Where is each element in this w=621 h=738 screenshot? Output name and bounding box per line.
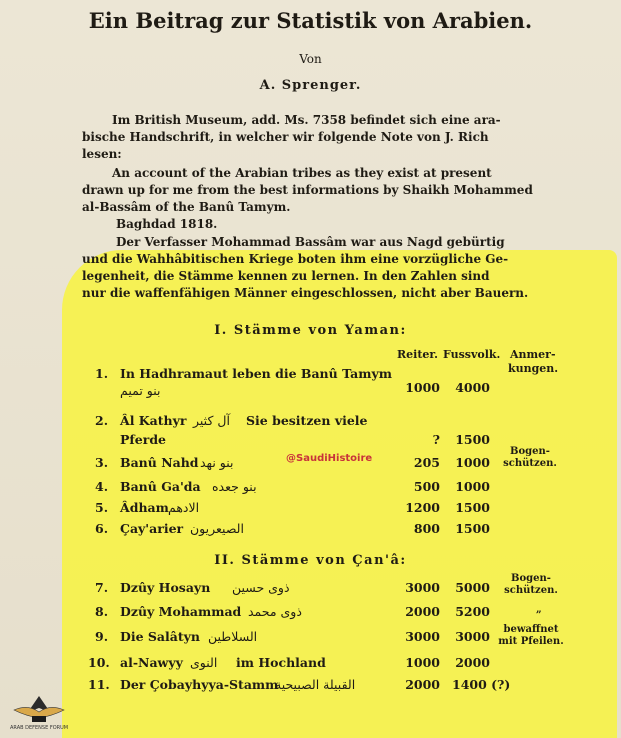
row-number: 5. <box>95 500 109 515</box>
byline: Von <box>299 52 322 66</box>
section-heading-yaman: I. Stämme von Yaman: <box>214 323 407 338</box>
fussvolk-value: 3000 <box>455 629 490 644</box>
tribe-arabic: بنو جعده <box>212 479 257 494</box>
reiter-value: 1200 <box>405 500 440 515</box>
author-name: A. Sprenger. <box>259 78 362 93</box>
col-fussvolk: Fussvolk. <box>443 348 501 361</box>
reiter-value: 800 <box>413 521 440 536</box>
reiter-value: 3000 <box>405 580 440 595</box>
tribe-name: Banû Nahd <box>120 455 199 470</box>
row-number: 3. <box>95 455 109 470</box>
row-remark: Bogen- schützen. <box>503 446 557 469</box>
col-anmerkungen: Anmer- <box>510 348 556 361</box>
tribe-name: al-Nawyy <box>120 655 183 670</box>
reiter-value: 1000 <box>405 655 440 670</box>
col-reiter: Reiter. <box>397 348 439 361</box>
reiter-value: 3000 <box>405 629 440 644</box>
tribe-name: Die Salâtyn <box>120 629 200 644</box>
intro-line-2: bische Handschrift, in welcher wir folgende Note von J. Rich <box>82 130 489 144</box>
body-line-2: und die Wahhâbitischen Kriege boten ihm eine vorzügliche Ge- <box>82 252 509 266</box>
tribe-name: Çay'arier <box>120 521 184 536</box>
row-number: 7. <box>95 580 109 595</box>
tribe-arabic: السلاطين <box>208 629 258 644</box>
document-title: Ein Beitrag zur Statistik von Arabien. <box>88 8 533 33</box>
row-number: 4. <box>95 479 109 494</box>
tribe-arabic: الصيعريون <box>190 521 244 536</box>
row-number: 1. <box>95 366 109 381</box>
row-number: 6. <box>95 521 109 536</box>
row-remark: Bogen- schützen. <box>504 573 558 596</box>
row-number: 9. <box>95 629 109 644</box>
watermark-handle: @SaudiHistoire <box>286 453 373 464</box>
intro-line-1: Im British Museum, add. Ms. 7358 befindet sich eine ara- <box>112 113 501 127</box>
row-remark: bewaffnet mit Pfeilen. <box>498 624 564 647</box>
intro-line-3: lesen: <box>82 147 122 161</box>
section-heading-cana: II. Stämme von Çan'â: <box>214 553 407 568</box>
fussvolk-value: 1500 <box>455 432 490 447</box>
reiter-value: 500 <box>413 479 440 494</box>
fussvolk-value: 2000 <box>455 655 490 670</box>
body-line-3: legenheit, die Stämme kennen zu lernen. In den Zahlen sind <box>82 269 490 283</box>
fussvolk-value: 1500 <box>455 500 490 515</box>
tribe-name: Dzûy Hosayn <box>120 580 211 595</box>
reiter-value: 2000 <box>405 677 440 692</box>
reiter-value: 2000 <box>405 604 440 619</box>
logo-caption: ARAB DEFENSE FORUM <box>10 725 69 731</box>
tribe-arabic: بنو نهد <box>200 455 234 470</box>
fussvolk-value: 5000 <box>455 580 490 595</box>
tribe-note-text-2: Pferde <box>120 432 167 447</box>
quote-line-4: Baghdad 1818. <box>116 217 218 231</box>
quote-line-3: al-Bassâm of the Banû Tamym. <box>82 200 291 214</box>
quote-line-2: drawn up for me from the best informations by Shaikh Mohammed <box>82 183 533 197</box>
tribe-name: Banû Ga'da <box>120 479 201 494</box>
row-number: 11. <box>88 677 110 692</box>
tribe-arabic: ذوى حسين <box>232 580 290 595</box>
fussvolk-value: 1500 <box>455 521 490 536</box>
tribe-name: Âdham <box>120 500 169 515</box>
tribe-arabic: بنو تميم <box>120 383 161 398</box>
row-number: 2. <box>95 413 109 428</box>
col-anmerkungen-2: kungen. <box>508 362 559 375</box>
row-number: 10. <box>88 655 110 670</box>
tribe-arabic: النوى <box>190 655 218 670</box>
tribe-location: im Hochland <box>236 655 326 670</box>
body-line-4: nur die waffenfähigen Männer eingeschlossen, nicht aber Bauern. <box>82 286 529 300</box>
row-number: 8. <box>95 604 109 619</box>
tribe-note-text: Sie besitzen viele <box>246 413 368 428</box>
body-line-1: Der Verfasser Mohammad Bassâm war aus Nagd gebürtig <box>116 235 505 249</box>
row-remark: „ <box>536 604 542 615</box>
fussvolk-value: 1000 <box>455 479 490 494</box>
tribe-arabic: ذوى محمد <box>248 604 302 619</box>
tribe-arabic: الادهم <box>168 500 200 515</box>
tribe-name: Dzûy Mohammad <box>120 604 242 619</box>
tribe-name: In Hadhramaut leben die Banû Tamym <box>120 366 392 381</box>
fussvolk-value: 5200 <box>455 604 490 619</box>
tribe-name: Âl Kathyr <box>120 413 187 428</box>
tribe-arabic: القبيلة الصبيحية <box>275 677 356 692</box>
tribe-name: Der Çobayhyya-Stamm <box>120 677 279 692</box>
fussvolk-value: 1400 (?) <box>452 677 511 692</box>
reiter-value: 205 <box>413 455 440 470</box>
reiter-value: 1000 <box>405 380 440 395</box>
tribe-arabic: آل كثير <box>193 413 230 428</box>
reiter-value: ? <box>432 432 440 447</box>
quote-line-1: An account of the Arabian tribes as they exist at present <box>112 166 492 180</box>
fussvolk-value: 1000 <box>455 455 490 470</box>
fussvolk-value: 4000 <box>455 380 490 395</box>
